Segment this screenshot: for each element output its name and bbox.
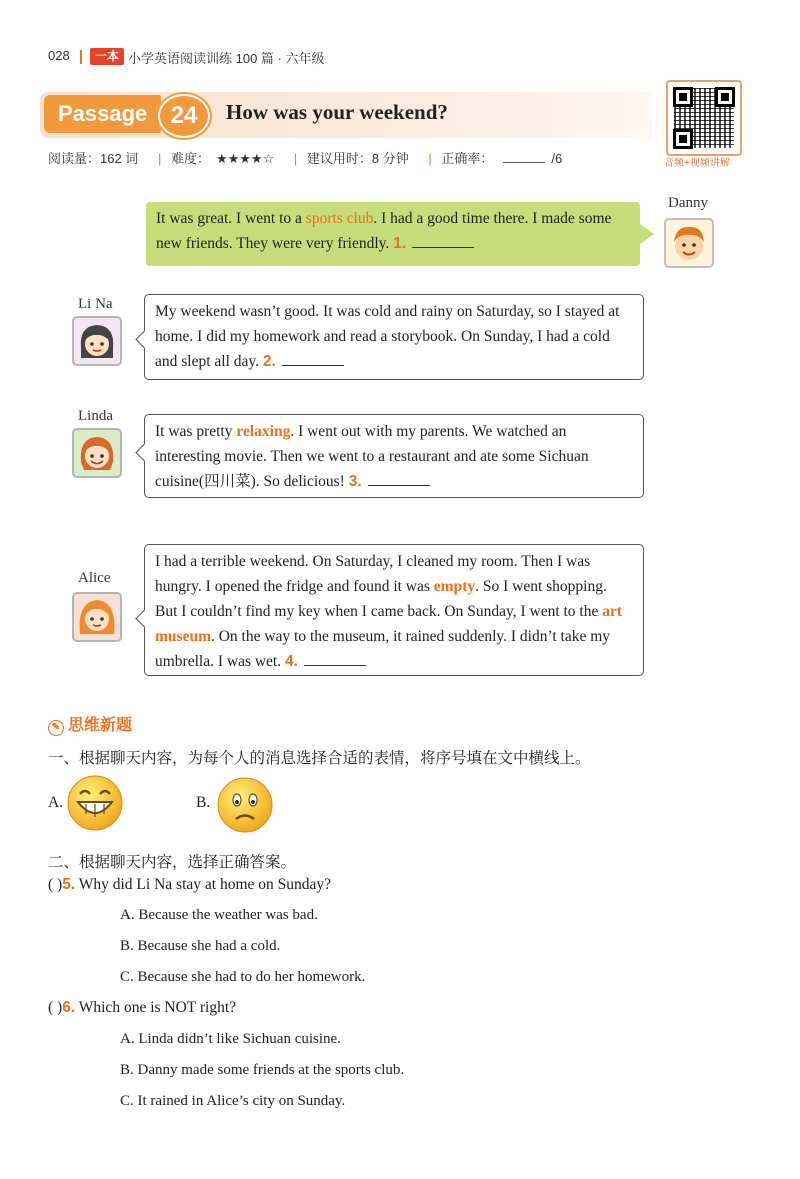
answer-blank-4[interactable] xyxy=(304,651,366,666)
passage-title: How was your weekend? xyxy=(226,100,448,124)
message-text: My weekend wasn’t good. It was cold and rainy on Saturday, so I stayed at home. I did my homework and read a storybook. On Sunday, I had a cold and slept all day. xyxy=(155,303,620,370)
meta-separator: | xyxy=(293,151,298,166)
q5-option-c[interactable]: C. Because she had to do her homework. xyxy=(120,969,366,985)
answer-blank-2[interactable] xyxy=(282,351,344,366)
message-danny xyxy=(146,202,640,266)
suggested-time: 建议用时：8 分钟 xyxy=(306,151,409,166)
answer-blank-1[interactable] xyxy=(412,233,474,248)
accuracy-blank[interactable] xyxy=(503,162,545,163)
keyword-empty: empty xyxy=(433,578,476,595)
blank-number-2: 2. xyxy=(262,353,276,370)
qr-eye-icon xyxy=(715,87,735,107)
message-linda xyxy=(144,414,644,498)
q5-option-b[interactable]: B. Because she had a cold. xyxy=(120,938,281,954)
part2-instruction: 二、根据聊天内容，选择正确答案。 xyxy=(48,854,297,871)
passage-number: 24 xyxy=(158,94,210,138)
meta-separator: | xyxy=(428,151,432,166)
answer-paren-6[interactable]: ( ) xyxy=(48,999,63,1016)
lina-avatar-icon xyxy=(72,316,122,366)
q6-option-a[interactable]: A. Linda didn’t like Sichuan cuisine. xyxy=(120,1031,341,1047)
question-6 xyxy=(48,999,236,1017)
emoji-b-label: B. xyxy=(196,794,211,811)
meta-separator: | xyxy=(157,151,162,166)
qr-eye-icon xyxy=(673,129,693,149)
question-number-5: 5. xyxy=(62,876,76,893)
speaker-name-danny: Danny xyxy=(668,195,708,211)
question-number-6: 6. xyxy=(62,999,76,1016)
emoji-a-label: A. xyxy=(48,794,64,811)
speaker-name-linda: Linda xyxy=(78,408,113,424)
bubble-tail xyxy=(640,224,654,244)
message-text: I had a terrible weekend. On Saturday, I cleaned my room. Then I was hungry. I opened the fridge and found it was xyxy=(155,553,591,595)
answer-paren-5[interactable]: ( ) xyxy=(48,876,63,893)
brand-logo: 一本 xyxy=(90,48,124,65)
reading-meta xyxy=(48,148,568,167)
word-count: 阅读量：162 词 xyxy=(48,151,139,166)
accuracy-label: 正确率： xyxy=(441,151,494,166)
alice-avatar-icon xyxy=(72,592,122,642)
q6-option-b[interactable]: B. Danny made some friends at the sports club. xyxy=(120,1062,405,1078)
blank-number-1: 1. xyxy=(393,235,407,252)
q5-option-a[interactable]: A. Because the weather was bad. xyxy=(120,907,318,923)
message-lina xyxy=(144,294,644,380)
section-heading xyxy=(48,712,132,736)
qr-code[interactable] xyxy=(666,80,742,156)
speaker-name-alice: Alice xyxy=(78,570,111,586)
book-title: 小学英语阅读训练 100 篇 · 六年级 xyxy=(128,51,325,66)
message-alice xyxy=(144,544,644,676)
message-text: It was great. I went to a xyxy=(156,210,306,227)
accuracy-total: /6 xyxy=(551,151,563,166)
speaker-name-lina: Li Na xyxy=(78,296,113,312)
part1-instruction: 一、根据聊天内容，为每个人的消息选择合适的表情，将序号填在文中横线上。 xyxy=(48,750,591,767)
message-text: It was pretty xyxy=(155,423,237,440)
answer-blank-3[interactable] xyxy=(368,471,430,486)
blank-number-3: 3. xyxy=(348,473,362,490)
difficulty-stars-icon: ★★★★☆ xyxy=(215,151,275,166)
question-text-5: Why did Li Na stay at home on Sunday? xyxy=(78,876,332,893)
difficulty-label: 难度： xyxy=(170,151,210,166)
qr-caption: 音频+视频讲解 xyxy=(664,158,730,169)
sad-face-icon xyxy=(216,776,274,834)
keyword-relaxing: relaxing xyxy=(236,423,291,440)
laughing-face-icon xyxy=(66,774,124,832)
linda-avatar-icon xyxy=(72,428,122,478)
blank-number-4: 4. xyxy=(285,653,298,670)
question-text-6: Which one is NOT right? xyxy=(78,999,237,1016)
message-text: . I had a good time there. I made some new friends. They were very friendly. xyxy=(156,210,612,252)
qr-eye-icon xyxy=(673,87,693,107)
message-text: . So I went shopping. But I couldn’t find my key when I came back. On Sunday, I went to the xyxy=(155,578,607,620)
q6-option-c[interactable]: C. It rained in Alice’s city on Sunday. xyxy=(120,1093,346,1109)
question-5 xyxy=(48,876,331,894)
page-number: 028 xyxy=(48,48,70,63)
keyword-sports-club: sports club xyxy=(305,210,374,227)
keyword-art-museum: art museum xyxy=(155,603,623,645)
message-text: . I went out with my parents. We watched an interesting movie. Then we went to a restaurant and ate some Sichuan cuisine(四川菜). So delicious! xyxy=(155,423,589,490)
header-divider xyxy=(80,50,82,64)
section-title: 思维新题 xyxy=(68,717,133,734)
message-text: . On the way to the museum, it rained suddenly. I didn’t take my umbrella. I was wet. xyxy=(155,628,611,670)
danny-avatar-icon xyxy=(664,218,714,268)
pencil-icon: ✎ xyxy=(48,720,64,736)
passage-label: Passage xyxy=(44,95,161,133)
